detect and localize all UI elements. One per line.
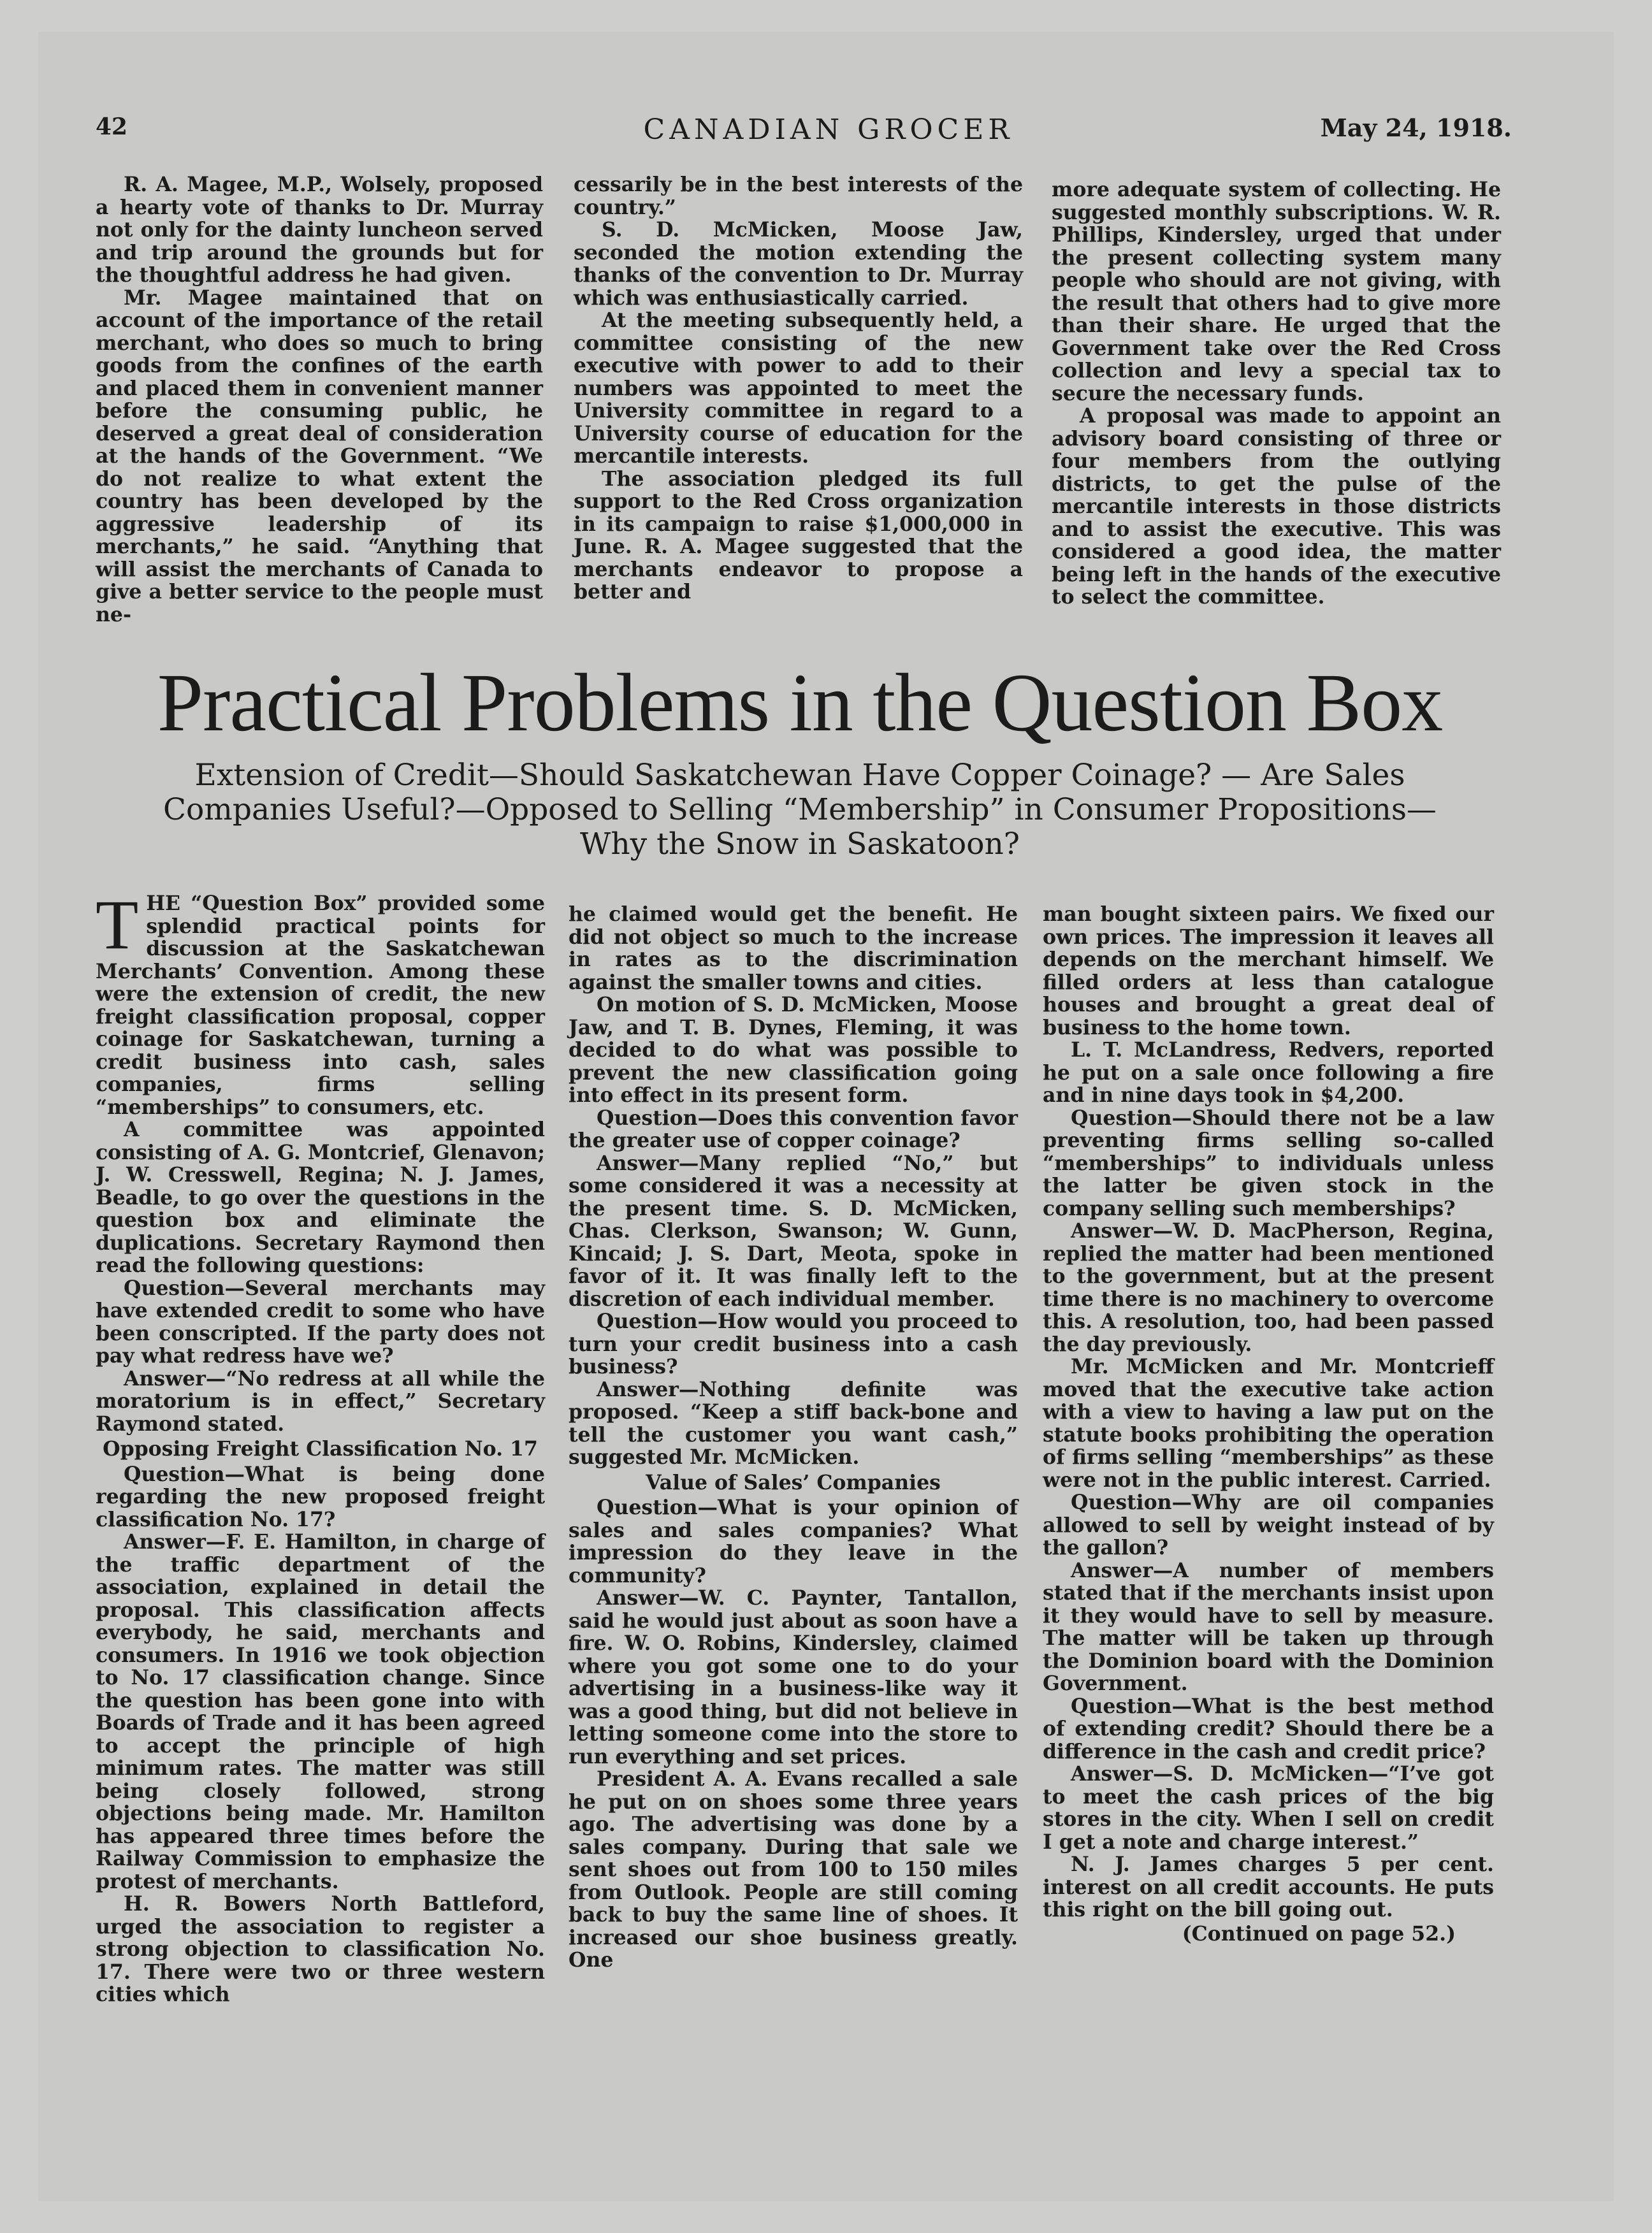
article-subheadline: Extension of Credit—Should Saskatchewan Have Copper Coinage? — Are Sales Companies Useful?—Opposed to Selling “Membership” in Consumer Propositions—Why the Snow in Saskatoon?	[163, 758, 1437, 862]
issue-date: May 24, 1918.	[1320, 113, 1512, 142]
paragraph: Question—What is your opinion of sales and sales companies? What impression do they leave in the community?	[569, 1496, 1018, 1587]
paragraph: Question—How would you proceed to turn your credit business into a cash business?	[569, 1310, 1018, 1378]
article-headline: Practical Problems in the Question Box	[157, 657, 1443, 749]
article-column-2	[569, 903, 1018, 1972]
paragraph: Question—What is being done regarding the new proposed freight classification No. 17?	[96, 1462, 545, 1531]
lead-text: HE “Question Box” provided some splendid practical points for discussion at the Saskatchewan Merchants’ Convention. Among these were the extension of credit, the new freight classification proposal, copper coinage for Saskatchewan, turning a credit business into cash, sales companies, firms selling “memberships” to consumers, etc.	[96, 892, 545, 1119]
paragraph: A committee was appointed consisting of A. G. Montcrief, Glenavon; J. W. Cresswell, Regina; N. J. James, Beadle, to go over the questions in the question box and eliminate the duplications. Secretary Raymond then read the following questions:	[96, 1118, 545, 1277]
paragraph: Answer—F. E. Hamilton, in charge of the traffic department of the association, explained in detail the proposal. This classification affects everybody, he said, merchants and consumers. In 1916 we took objection to No. 17 classification change. Since the question has been gone into with Boards of Trade and it has been agreed to accept the principle of high minimum rates. The matter was still being closely followed, strong objections being made. Mr. Hamilton has appeared three times before the Railway Commission to emphasize the protest of merchants.	[96, 1530, 545, 1893]
section-subhead: Value of Sales’ Companies	[646, 1470, 941, 1494]
paragraph: H. R. Bowers North Battleford, urged the association to register a strong objection to classification No. 17. There were two or three western cities which	[96, 1892, 545, 2006]
article-column-1	[96, 886, 545, 2006]
page-number: 42	[96, 113, 128, 140]
paragraph: R. A. Magee, M.P., Wolsely, proposed a hearty vote of thanks to Dr. Murray not only for the dainty luncheon served and trip around the grounds but for the thoughtful address he had given.	[96, 173, 543, 287]
paragraph: Answer—S. D. McMicken—“I’ve got to meet the cash prices of the big stores in the city. When I sell on credit I get a note and charge interest.”	[1043, 1762, 1494, 1854]
paragraph: Mr. Magee maintained that on account of the importance of the retail merchant, who does so much to bring goods from the confines of the earth and placed them in convenient manner before the consuming public, he deserved a great deal of consideration at the hands of the Government. “We do not realize to what extent the country has been developed by the aggressive leadership of its merchants,” he said. “Anything that will assist the merchants of Canada to give a better service to the people must ne-	[96, 285, 543, 626]
paragraph: Question—Does this convention favor the greater use of copper coinage?	[569, 1106, 1018, 1152]
article-column-3	[1043, 903, 1494, 1945]
paragraph: Answer—Nothing definite was proposed. “Keep a stiff back-bone and tell the customer you want cash,” suggested Mr. McMicken.	[569, 1377, 1018, 1469]
paragraph: man bought sixteen pairs. We fixed our own prices. The impression it leaves all depends on the merchant himself. We filled orders at less than catalogue houses and brought a great deal of business to the home town.	[1043, 902, 1494, 1039]
paragraph: L. T. McLandress, Redvers, reported he put on a sale once following a fire and in nine days took in $4,200.	[1043, 1038, 1494, 1107]
paragraph: Answer—“No redress at all while the moratorium is in effect,” Secretary Raymond stated.	[96, 1366, 545, 1436]
magazine-title: CANADIAN GROCER	[643, 113, 1014, 146]
paragraph: N. J. James charges 5 per cent. interest on all credit accounts. He puts this right on the bill going out.	[1043, 1853, 1494, 1921]
paragraph: Mr. McMicken and Mr. Montcrieff moved that the executive take action with a view to having a law put on the statute books prohibiting the operation of firms selling “memberships” as these were not in the public interest. Carried.	[1043, 1355, 1494, 1492]
paragraph: The association pledged its full support to the Red Cross organization in its campaign to raise $1,000,000 in June. R. A. Magee suggested that the merchants endeavor to propose a better and	[574, 466, 1023, 603]
paragraph: President A. A. Evans recalled a sale he put on on shoes some three years ago. The advertising was done by a sales company. During that sale we sent shoes out from 100 to 150 miles from Outlook. People are still coming back to buy the same line of shoes. It increased our shoe business greatly. One	[569, 1767, 1018, 1972]
paragraph: At the meeting subsequently held, a committee consisting of the new executive with power to add to their numbers was appointed to meet the University committee in regard to a University course of education for the mercantile interests.	[574, 308, 1023, 468]
continued-note: (Continued on page 52.)	[1182, 1921, 1456, 1946]
paragraph: more adequate system of collecting. He suggested monthly subscriptions. W. R. Phillips, Kindersley, urged that under the present collecting system many people who should are not giving, with the result that others had to give more than their share. He urged that the Government take over the Red Cross collection and levy a special tax to secure the necessary funds.	[1052, 178, 1501, 405]
lead-paragraph	[96, 886, 545, 1119]
paragraph: Question—Why are oil companies allowed to sell by weight instead of by the gallon?	[1043, 1491, 1494, 1559]
paragraph: cessarily be in the best interests of the country.”	[574, 173, 1023, 219]
paragraph: Question—Should there not be a law preventing firms selling so-called “memberships” to individuals unless the latter be given stock in the company selling such memberships?	[1043, 1106, 1494, 1220]
paragraph: Answer—W. D. MacPherson, Regina, replied the matter had been mentioned to the government, but at the present time there is no machinery to overcome this. A resolution, too, had been passed the day previously.	[1043, 1219, 1494, 1356]
top-article-column-3	[1052, 178, 1501, 609]
paragraph: Answer—A number of members stated that if the merchants insist upon it they would have to sell by measure. The matter will be taken up through the Dominion board with the Dominion Government.	[1043, 1558, 1494, 1695]
drop-cap: T	[96, 886, 139, 964]
top-article-column-1	[96, 173, 543, 626]
paragraph: S. D. McMicken, Moose Jaw, seconded the motion extending the thanks of the convention to Dr. Murray which was enthusiastically carried.	[574, 218, 1023, 310]
paragraph: he claimed would get the benefit. He did not object so much to the increase in rates as to the discrimination against the smaller towns and cities.	[569, 902, 1018, 994]
paragraph: Answer—Many replied “No,” but some considered it was a necessity at the present time. S. D. McMicken, Chas. Clerkson, Swanson; W. Gunn, Kincaid; J. S. Dart, Meota, spoke in favor of it. It was finally left to the discretion of each individual member.	[569, 1151, 1018, 1311]
paragraph: Question—What is the best method of extending credit? Should there be a difference in the cash and credit price?	[1043, 1694, 1494, 1763]
top-article-column-2	[574, 173, 1023, 603]
section-subhead: Opposing Freight Classification No. 17	[103, 1437, 538, 1461]
paragraph: On motion of S. D. McMicken, Moose Jaw, and T. B. Dynes, Fleming, it was decided to do what was possible to prevent the new classification going into effect in its present form.	[569, 993, 1018, 1107]
paragraph: Question—Several merchants may have extended credit to some who have been conscripted. If the party does not pay what redress have we?	[96, 1276, 545, 1368]
paragraph: A proposal was made to appoint an advisory board consisting of three or four members from the outlying districts, to get the pulse of the mercantile interests in those districts and to assist the executive. This was considered a good idea, the matter being left in the hands of the executive to select the committee.	[1052, 404, 1501, 609]
paragraph: Answer—W. C. Paynter, Tantallon, said he would just about as soon have a fire. W. O. Robins, Kindersley, claimed where you got some one to do your advertising in a business-like way it was a good thing, but did not believe in letting someone come into the store to run everything and set prices.	[569, 1586, 1018, 1768]
